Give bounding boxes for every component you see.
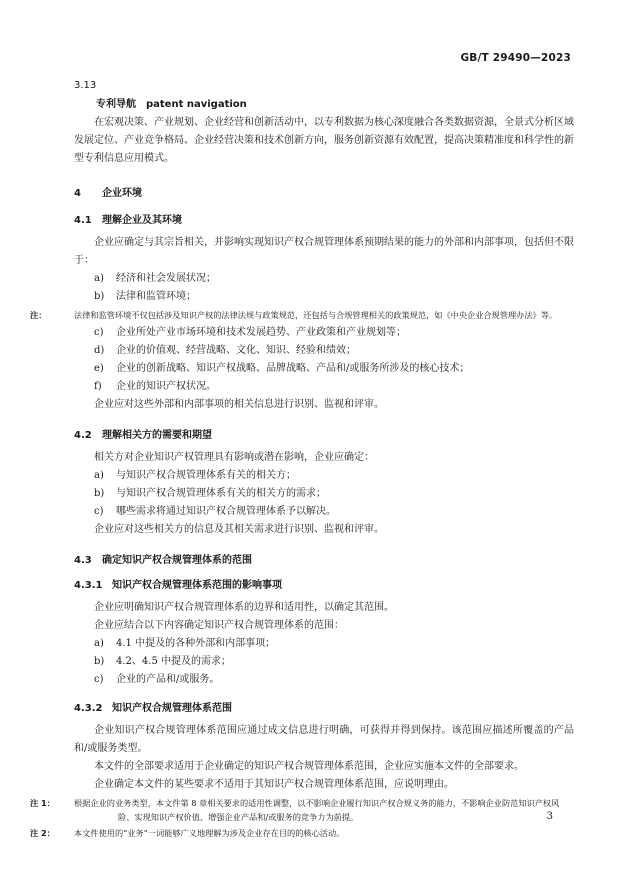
section-number: 4.1 bbox=[74, 215, 92, 226]
page-content bbox=[30, 80, 574, 842]
list-item: d) 企业的价值观、经营战略、文化、知识、经验和绩效； bbox=[94, 345, 356, 356]
list bbox=[74, 467, 574, 521]
section-number: 4 bbox=[74, 188, 81, 199]
paragraph: 企业应对这些相关方的信息及其相关需求进行识别、监视和评审。 bbox=[94, 524, 384, 535]
term-definition: 在宏观决策、产业规划、企业经营和创新活动中，以专利数据为核心深度融合各类数据资源，全景式分析区域发展定位、产业竞争格局、企业经营决策和技术创新方向，服务创新资源有效配置，提高决策精准度和科学性的新型专利信息应用模式。 bbox=[74, 117, 574, 164]
paragraph: 企业确定本文件的某些要求不适用于其知识产权合规管理体系范围，应说明理由。 bbox=[94, 779, 454, 790]
section-4-3-1-heading bbox=[74, 576, 574, 591]
list-item: b) 4.2、4.5 中提及的需求； bbox=[94, 656, 231, 667]
section-4-3-2-heading bbox=[74, 699, 574, 714]
term-zh: 专利导航 bbox=[96, 99, 136, 110]
list-item: e) 企业的创新战略、知识产权战略、品牌战略、产品和/或服务所涉及的核心技术； bbox=[94, 363, 470, 374]
note-2: 注 2： 本文件使用的“业务”一词能够广义地理解为涉及企业存在目的的核心活动。 bbox=[30, 828, 345, 838]
list bbox=[74, 324, 574, 396]
section-4-heading bbox=[74, 184, 574, 199]
term-heading bbox=[96, 95, 574, 110]
paragraph: 相关方对企业知识产权管理具有影响或潜在影响，企业应确定： bbox=[94, 452, 374, 463]
section-4-3-heading bbox=[74, 551, 574, 566]
section-title: 企业环境 bbox=[102, 188, 142, 199]
paragraph: 本文件的全部要求适用于企业确定的知识产权合规管理体系范围，企业应实施本文件的全部要求。 bbox=[94, 761, 524, 772]
list-item: f) 企业的知识产权状况。 bbox=[94, 381, 216, 392]
paragraph: 企业应结合以下内容确定知识产权合规管理体系的范围： bbox=[94, 620, 344, 631]
section-title: 确定知识产权合规管理体系的范围 bbox=[102, 555, 252, 566]
section-title: 知识产权合规管理体系范围的影响事项 bbox=[112, 580, 282, 591]
section-4-2-heading bbox=[74, 426, 574, 441]
paragraph: 企业应对这些外部和内部事项的相关信息进行识别、监视和评审。 bbox=[94, 399, 384, 410]
section-number: 4.2 bbox=[74, 430, 92, 441]
paragraph: 企业应明确知识产权合规管理体系的边界和适用性，以确定其范围。 bbox=[94, 602, 394, 613]
clause-3-13-number: 3.13 bbox=[74, 80, 97, 91]
section-number: 4.3 bbox=[74, 555, 92, 566]
list-item: c) 哪些需求将通过知识产权合规管理体系予以解决。 bbox=[94, 506, 336, 517]
standard-number: GB/T 29490—2023 bbox=[460, 52, 571, 64]
list-item: c) 企业所处产业市场环境和技术发展趋势、产业政策和产业规划等； bbox=[94, 327, 406, 338]
section-number: 4.3.1 bbox=[74, 580, 103, 591]
page-number: 3 bbox=[546, 811, 553, 822]
section-4-1-heading bbox=[74, 211, 574, 226]
section-title: 理解相关方的需要和期望 bbox=[102, 430, 212, 441]
section-title: 知识产权合规管理体系范围 bbox=[112, 703, 232, 714]
paragraph: 企业知识产权合规管理体系范围应通过成文信息进行明确，可获得并得到保持。该范围应描述所覆盖的产品和/或服务类型。 bbox=[74, 725, 574, 754]
section-title: 理解企业及其环境 bbox=[102, 215, 182, 226]
paragraph: 企业应确定与其宗旨相关，并影响实现知识产权合规管理体系预期结果的能力的外部和内部事项，包括但不限于： bbox=[74, 237, 574, 266]
list-item: a) 与知识产权合规管理体系有关的相关方； bbox=[94, 470, 296, 481]
list-item: c) 企业的产品和/或服务。 bbox=[94, 674, 220, 685]
note-1: 注 1： 根据企业的业务类型，本文件第 8 章相关要求的适用性调整，以不影响企业履行知识产权合规义务的能力，不影响企业防范知识产权风险、实现知识产权价值、增强企业产品和/或服务的竞争力为前提。 bbox=[30, 798, 560, 822]
section-number: 4.3.2 bbox=[74, 703, 103, 714]
list-item: b) 法律和监管环境； bbox=[94, 291, 196, 302]
list bbox=[74, 270, 574, 306]
list-item: b) 与知识产权合规管理体系有关的相关方的需求； bbox=[94, 488, 326, 499]
list bbox=[74, 635, 574, 689]
note: 注： 法律和监管环境不仅包括涉及知识产权的法律法规与政策规范，还包括与合规管理相关的政策规范，如《中央企业合规管理办法》等。 bbox=[30, 310, 558, 320]
list-item: a) 经济和社会发展状况； bbox=[94, 273, 216, 284]
list-item: a) 4.1 中提及的各种外部和内部事项； bbox=[94, 638, 276, 649]
term-en: patent navigation bbox=[146, 99, 247, 110]
